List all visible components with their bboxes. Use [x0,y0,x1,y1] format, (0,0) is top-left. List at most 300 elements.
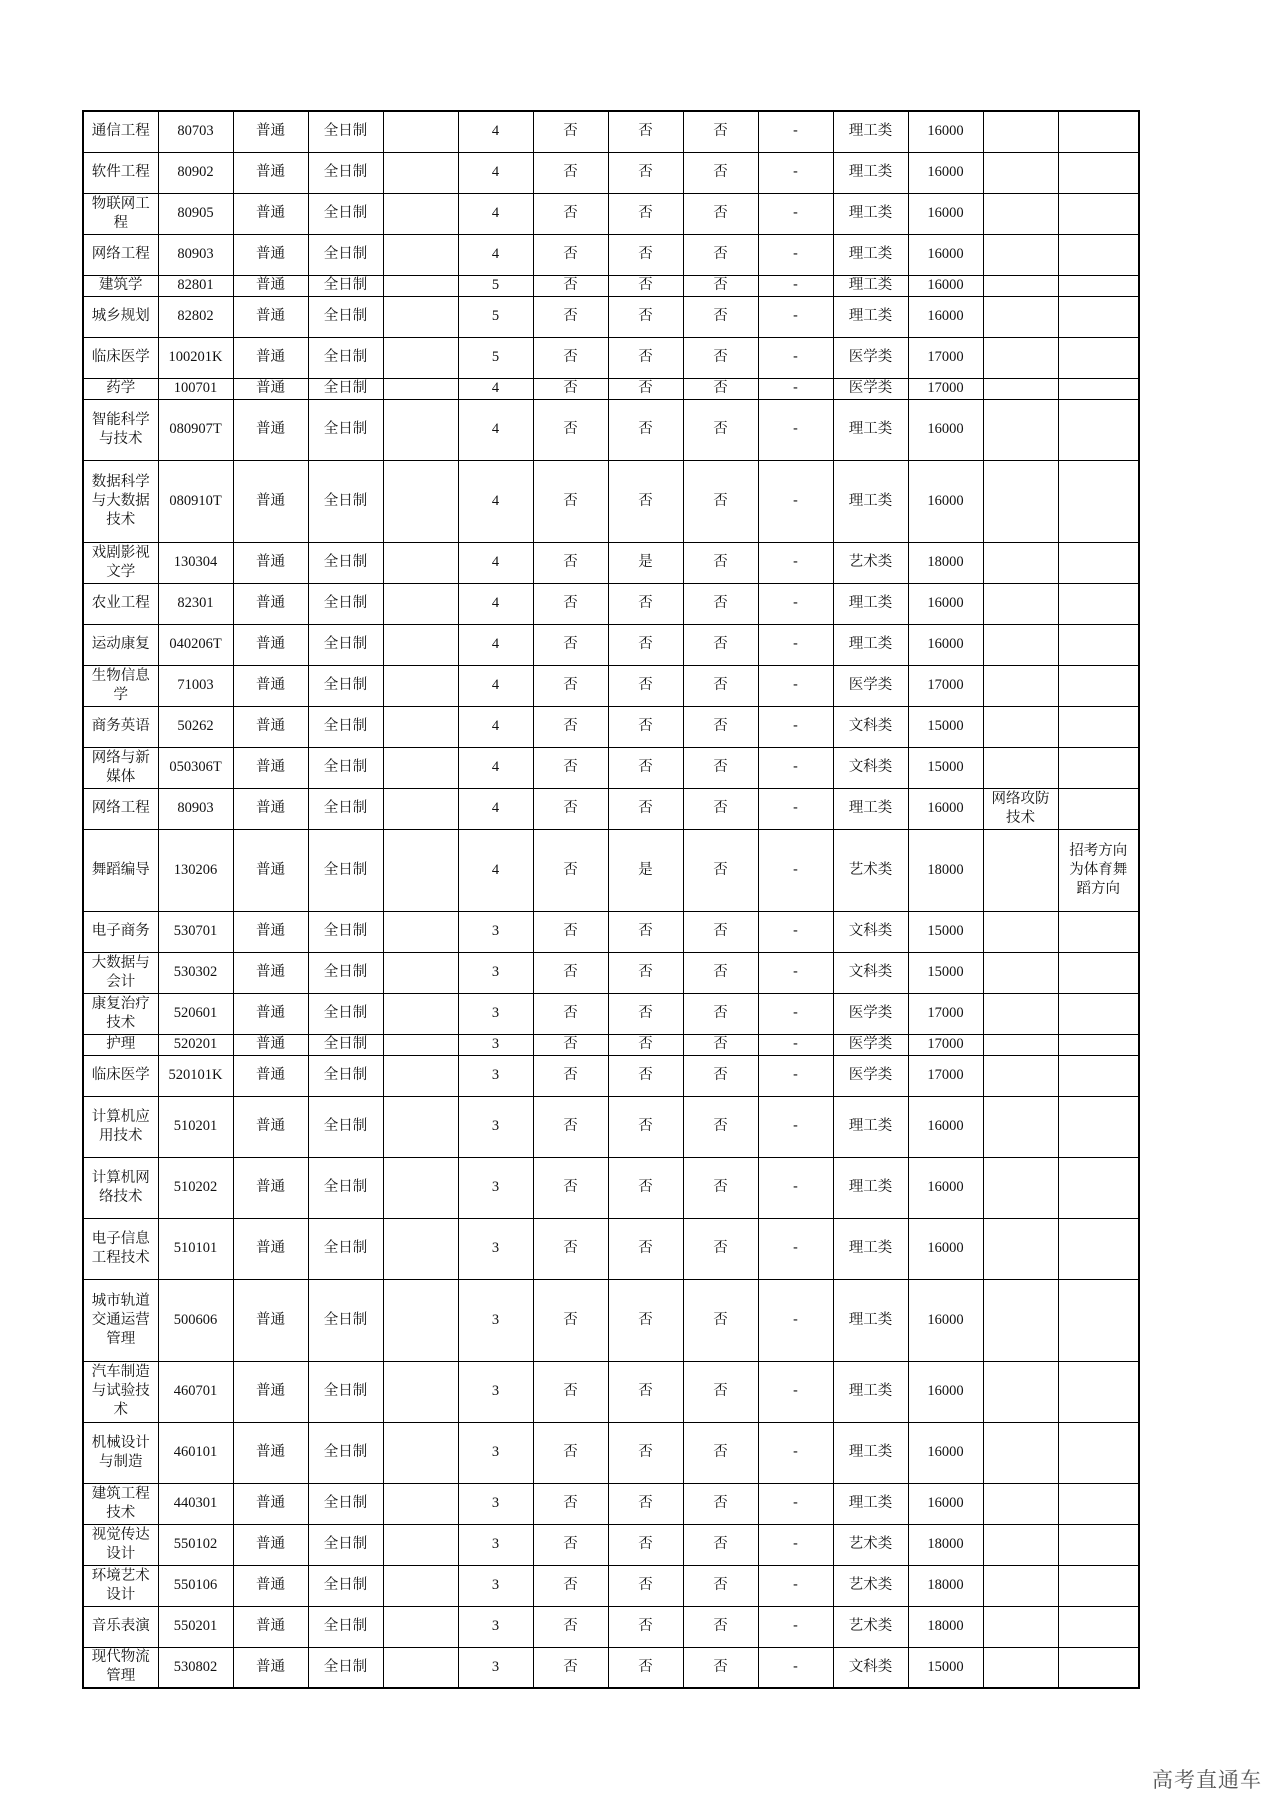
flag-cell-3: 否 [683,788,758,829]
table-row [83,788,1139,829]
tuition-cell: 17000 [908,337,983,378]
program-type-cell: 普通 [233,788,308,829]
direction-cell [983,1279,1058,1361]
years-cell: 4 [458,234,533,275]
tuition-cell: 18000 [908,1565,983,1606]
direction-cell [983,1647,1058,1688]
tuition-cell: 16000 [908,399,983,460]
remark-cell [1058,665,1139,706]
flag-cell-1: 否 [533,193,608,234]
major-name-cell: 城市轨道交通运营管理 [83,1279,158,1361]
major-code-cell: 80703 [158,111,233,152]
dash-cell: - [758,706,833,747]
study-mode-cell: 全日制 [308,378,383,399]
empty-cell [383,542,458,583]
program-type-cell: 普通 [233,111,308,152]
major-name-cell: 舞蹈编导 [83,829,158,911]
flag-cell-2: 否 [608,993,683,1034]
flag-cell-2: 否 [608,234,683,275]
tuition-cell: 17000 [908,1034,983,1055]
category-cell: 理工类 [833,152,908,193]
flag-cell-1: 否 [533,747,608,788]
flag-cell-1: 否 [533,399,608,460]
dash-cell: - [758,275,833,296]
flag-cell-3: 否 [683,111,758,152]
program-type-cell: 普通 [233,234,308,275]
flag-cell-3: 否 [683,747,758,788]
category-cell: 理工类 [833,399,908,460]
flag-cell-3: 否 [683,542,758,583]
study-mode-cell: 全日制 [308,275,383,296]
program-type-cell: 普通 [233,1034,308,1055]
major-code-cell: 550106 [158,1565,233,1606]
flag-cell-1: 否 [533,234,608,275]
tuition-cell: 18000 [908,1606,983,1647]
years-cell: 3 [458,1606,533,1647]
category-cell: 理工类 [833,624,908,665]
program-type-cell: 普通 [233,624,308,665]
direction-cell [983,583,1058,624]
study-mode-cell: 全日制 [308,1422,383,1483]
table-row [83,624,1139,665]
category-cell: 医学类 [833,993,908,1034]
flag-cell-2: 否 [608,296,683,337]
remark-cell [1058,583,1139,624]
remark-cell [1058,542,1139,583]
years-cell: 4 [458,378,533,399]
major-name-cell: 现代物流管理 [83,1647,158,1688]
study-mode-cell: 全日制 [308,706,383,747]
flag-cell-3: 否 [683,665,758,706]
tuition-cell: 18000 [908,542,983,583]
direction-cell [983,296,1058,337]
years-cell: 5 [458,275,533,296]
category-cell: 理工类 [833,1096,908,1157]
direction-cell [983,399,1058,460]
major-name-cell: 建筑学 [83,275,158,296]
direction-cell [983,1606,1058,1647]
empty-cell [383,337,458,378]
flag-cell-2: 否 [608,1361,683,1422]
tuition-cell: 17000 [908,378,983,399]
flag-cell-3: 否 [683,1218,758,1279]
direction-cell [983,234,1058,275]
study-mode-cell: 全日制 [308,111,383,152]
study-mode-cell: 全日制 [308,1096,383,1157]
direction-cell [983,952,1058,993]
remark-cell [1058,1647,1139,1688]
table-row [83,1279,1139,1361]
flag-cell-3: 否 [683,1565,758,1606]
flag-cell-2: 否 [608,1055,683,1096]
years-cell: 4 [458,788,533,829]
flag-cell-1: 否 [533,911,608,952]
major-name-cell: 电子信息工程技术 [83,1218,158,1279]
empty-cell [383,1218,458,1279]
flag-cell-3: 否 [683,1157,758,1218]
empty-cell [383,193,458,234]
flag-cell-1: 否 [533,624,608,665]
dash-cell: - [758,1565,833,1606]
study-mode-cell: 全日制 [308,193,383,234]
years-cell: 3 [458,1422,533,1483]
flag-cell-1: 否 [533,1055,608,1096]
flag-cell-2: 否 [608,1034,683,1055]
flag-cell-2: 否 [608,911,683,952]
flag-cell-3: 否 [683,1483,758,1524]
dash-cell: - [758,152,833,193]
tuition-cell: 17000 [908,1055,983,1096]
program-type-cell: 普通 [233,275,308,296]
study-mode-cell: 全日制 [308,399,383,460]
study-mode-cell: 全日制 [308,1157,383,1218]
flag-cell-2: 否 [608,583,683,624]
dash-cell: - [758,193,833,234]
table-row [83,111,1139,152]
flag-cell-2: 否 [608,747,683,788]
flag-cell-3: 否 [683,275,758,296]
study-mode-cell: 全日制 [308,1361,383,1422]
dash-cell: - [758,378,833,399]
years-cell: 3 [458,1096,533,1157]
flag-cell-3: 否 [683,1606,758,1647]
category-cell: 文科类 [833,706,908,747]
table-row [83,952,1139,993]
dash-cell: - [758,952,833,993]
years-cell: 4 [458,624,533,665]
tuition-cell: 16000 [908,193,983,234]
years-cell: 3 [458,1218,533,1279]
flag-cell-1: 否 [533,706,608,747]
category-cell: 文科类 [833,1647,908,1688]
years-cell: 3 [458,1565,533,1606]
program-type-cell: 普通 [233,1279,308,1361]
major-name-cell: 智能科学与技术 [83,399,158,460]
flag-cell-1: 否 [533,829,608,911]
flag-cell-3: 否 [683,378,758,399]
empty-cell [383,460,458,542]
major-code-cell: 500606 [158,1279,233,1361]
flag-cell-1: 否 [533,1647,608,1688]
tuition-cell: 17000 [908,665,983,706]
table-row [83,1034,1139,1055]
dash-cell: - [758,1279,833,1361]
direction-cell [983,1096,1058,1157]
program-type-cell: 普通 [233,1096,308,1157]
direction-cell [983,1524,1058,1565]
remark-cell [1058,1422,1139,1483]
tuition-cell: 15000 [908,706,983,747]
empty-cell [383,1606,458,1647]
dash-cell: - [758,111,833,152]
empty-cell [383,911,458,952]
dash-cell: - [758,1361,833,1422]
program-type-cell: 普通 [233,152,308,193]
empty-cell [383,399,458,460]
remark-cell [1058,111,1139,152]
category-cell: 医学类 [833,1034,908,1055]
study-mode-cell: 全日制 [308,296,383,337]
years-cell: 4 [458,399,533,460]
empty-cell [383,234,458,275]
direction-cell [983,1361,1058,1422]
dash-cell: - [758,665,833,706]
empty-cell [383,1055,458,1096]
major-code-cell: 530701 [158,911,233,952]
program-type-cell: 普通 [233,747,308,788]
empty-cell [383,111,458,152]
major-code-cell: 080907T [158,399,233,460]
flag-cell-2: 否 [608,952,683,993]
flag-cell-2: 否 [608,1422,683,1483]
major-name-cell: 戏剧影视文学 [83,542,158,583]
program-type-cell: 普通 [233,1361,308,1422]
flag-cell-3: 否 [683,993,758,1034]
direction-cell [983,1034,1058,1055]
years-cell: 4 [458,152,533,193]
remark-cell [1058,296,1139,337]
program-type-cell: 普通 [233,1606,308,1647]
remark-cell [1058,399,1139,460]
major-code-cell: 520201 [158,1034,233,1055]
major-name-cell: 网络与新媒体 [83,747,158,788]
flag-cell-2: 否 [608,378,683,399]
table-row [83,542,1139,583]
remark-cell [1058,378,1139,399]
table-row [83,460,1139,542]
tuition-cell: 16000 [908,111,983,152]
category-cell: 理工类 [833,1218,908,1279]
dash-cell: - [758,1055,833,1096]
major-code-cell: 82802 [158,296,233,337]
major-code-cell: 530302 [158,952,233,993]
empty-cell [383,1422,458,1483]
flag-cell-3: 否 [683,1361,758,1422]
table-row [83,1647,1139,1688]
flag-cell-3: 否 [683,829,758,911]
empty-cell [383,296,458,337]
flag-cell-1: 否 [533,788,608,829]
dash-cell: - [758,460,833,542]
flag-cell-2: 否 [608,1157,683,1218]
empty-cell [383,275,458,296]
table-row [83,583,1139,624]
category-cell: 理工类 [833,1279,908,1361]
remark-cell [1058,1218,1139,1279]
empty-cell [383,378,458,399]
tuition-cell: 15000 [908,1647,983,1688]
major-code-cell: 520101K [158,1055,233,1096]
tuition-cell: 16000 [908,1483,983,1524]
remark-cell [1058,1055,1139,1096]
flag-cell-3: 否 [683,1034,758,1055]
major-code-cell: 040206T [158,624,233,665]
years-cell: 4 [458,460,533,542]
table-row [83,1483,1139,1524]
years-cell: 4 [458,665,533,706]
empty-cell [383,993,458,1034]
program-type-cell: 普通 [233,378,308,399]
study-mode-cell: 全日制 [308,1279,383,1361]
years-cell: 3 [458,1483,533,1524]
empty-cell [383,1647,458,1688]
major-name-cell: 商务英语 [83,706,158,747]
table-row [83,234,1139,275]
category-cell: 理工类 [833,296,908,337]
major-code-cell: 050306T [158,747,233,788]
category-cell: 理工类 [833,193,908,234]
direction-cell [983,993,1058,1034]
tuition-cell: 16000 [908,275,983,296]
major-name-cell: 计算机应用技术 [83,1096,158,1157]
flag-cell-3: 否 [683,1096,758,1157]
empty-cell [383,1279,458,1361]
major-name-cell: 机械设计与制造 [83,1422,158,1483]
direction-cell [983,460,1058,542]
remark-cell [1058,337,1139,378]
remark-cell [1058,193,1139,234]
flag-cell-1: 否 [533,1034,608,1055]
direction-cell [983,829,1058,911]
years-cell: 3 [458,1524,533,1565]
program-type-cell: 普通 [233,1647,308,1688]
study-mode-cell: 全日制 [308,993,383,1034]
dash-cell: - [758,1096,833,1157]
tuition-cell: 16000 [908,1279,983,1361]
flag-cell-2: 是 [608,542,683,583]
dash-cell: - [758,1606,833,1647]
table-row [83,1524,1139,1565]
flag-cell-2: 否 [608,337,683,378]
flag-cell-1: 否 [533,1361,608,1422]
flag-cell-1: 否 [533,1096,608,1157]
study-mode-cell: 全日制 [308,1218,383,1279]
category-cell: 理工类 [833,234,908,275]
years-cell: 5 [458,296,533,337]
major-code-cell: 100701 [158,378,233,399]
direction-cell [983,911,1058,952]
remark-cell [1058,1096,1139,1157]
major-code-cell: 80903 [158,788,233,829]
direction-cell [983,624,1058,665]
study-mode-cell: 全日制 [308,152,383,193]
empty-cell [383,829,458,911]
flag-cell-3: 否 [683,1524,758,1565]
direction-cell [983,152,1058,193]
program-type-cell: 普通 [233,193,308,234]
direction-cell [983,337,1058,378]
direction-cell [983,1157,1058,1218]
table-row [83,993,1139,1034]
years-cell: 3 [458,952,533,993]
dash-cell: - [758,1483,833,1524]
table-row [83,399,1139,460]
empty-cell [383,706,458,747]
program-type-cell: 普通 [233,1524,308,1565]
program-type-cell: 普通 [233,706,308,747]
major-name-cell: 视觉传达设计 [83,1524,158,1565]
years-cell: 4 [458,829,533,911]
flag-cell-3: 否 [683,399,758,460]
study-mode-cell: 全日制 [308,911,383,952]
flag-cell-1: 否 [533,665,608,706]
table-row [83,337,1139,378]
table-row [83,829,1139,911]
major-code-cell: 82801 [158,275,233,296]
study-mode-cell: 全日制 [308,952,383,993]
empty-cell [383,1034,458,1055]
flag-cell-1: 否 [533,1483,608,1524]
direction-cell [983,747,1058,788]
tuition-cell: 16000 [908,1422,983,1483]
study-mode-cell: 全日制 [308,665,383,706]
major-code-cell: 550201 [158,1606,233,1647]
empty-cell [383,952,458,993]
major-name-cell: 音乐表演 [83,1606,158,1647]
years-cell: 4 [458,583,533,624]
flag-cell-1: 否 [533,1606,608,1647]
table-body [83,111,1139,1688]
program-type-cell: 普通 [233,1218,308,1279]
category-cell: 理工类 [833,1422,908,1483]
category-cell: 艺术类 [833,1524,908,1565]
direction-cell [983,111,1058,152]
years-cell: 4 [458,193,533,234]
tuition-cell: 16000 [908,296,983,337]
study-mode-cell: 全日制 [308,583,383,624]
category-cell: 文科类 [833,911,908,952]
program-type-cell: 普通 [233,993,308,1034]
dash-cell: - [758,747,833,788]
flag-cell-1: 否 [533,1157,608,1218]
flag-cell-3: 否 [683,1279,758,1361]
enrollment-table [82,110,1140,1689]
flag-cell-3: 否 [683,234,758,275]
major-name-cell: 城乡规划 [83,296,158,337]
category-cell: 文科类 [833,952,908,993]
major-code-cell: 71003 [158,665,233,706]
table-row [83,152,1139,193]
direction-cell [983,706,1058,747]
major-code-cell: 82301 [158,583,233,624]
program-type-cell: 普通 [233,1565,308,1606]
remark-cell [1058,624,1139,665]
tuition-cell: 16000 [908,624,983,665]
empty-cell [383,1361,458,1422]
program-type-cell: 普通 [233,911,308,952]
study-mode-cell: 全日制 [308,234,383,275]
major-code-cell: 130304 [158,542,233,583]
flag-cell-2: 否 [608,1606,683,1647]
dash-cell: - [758,542,833,583]
flag-cell-2: 否 [608,1279,683,1361]
flag-cell-3: 否 [683,583,758,624]
dash-cell: - [758,1422,833,1483]
major-name-cell: 生物信息学 [83,665,158,706]
category-cell: 医学类 [833,665,908,706]
years-cell: 3 [458,1055,533,1096]
study-mode-cell: 全日制 [308,624,383,665]
major-name-cell: 建筑工程技术 [83,1483,158,1524]
flag-cell-1: 否 [533,337,608,378]
flag-cell-3: 否 [683,296,758,337]
table-row [83,1361,1139,1422]
study-mode-cell: 全日制 [308,747,383,788]
remark-cell [1058,1157,1139,1218]
major-code-cell: 100201K [158,337,233,378]
flag-cell-1: 否 [533,952,608,993]
direction-cell: 网络攻防技术 [983,788,1058,829]
